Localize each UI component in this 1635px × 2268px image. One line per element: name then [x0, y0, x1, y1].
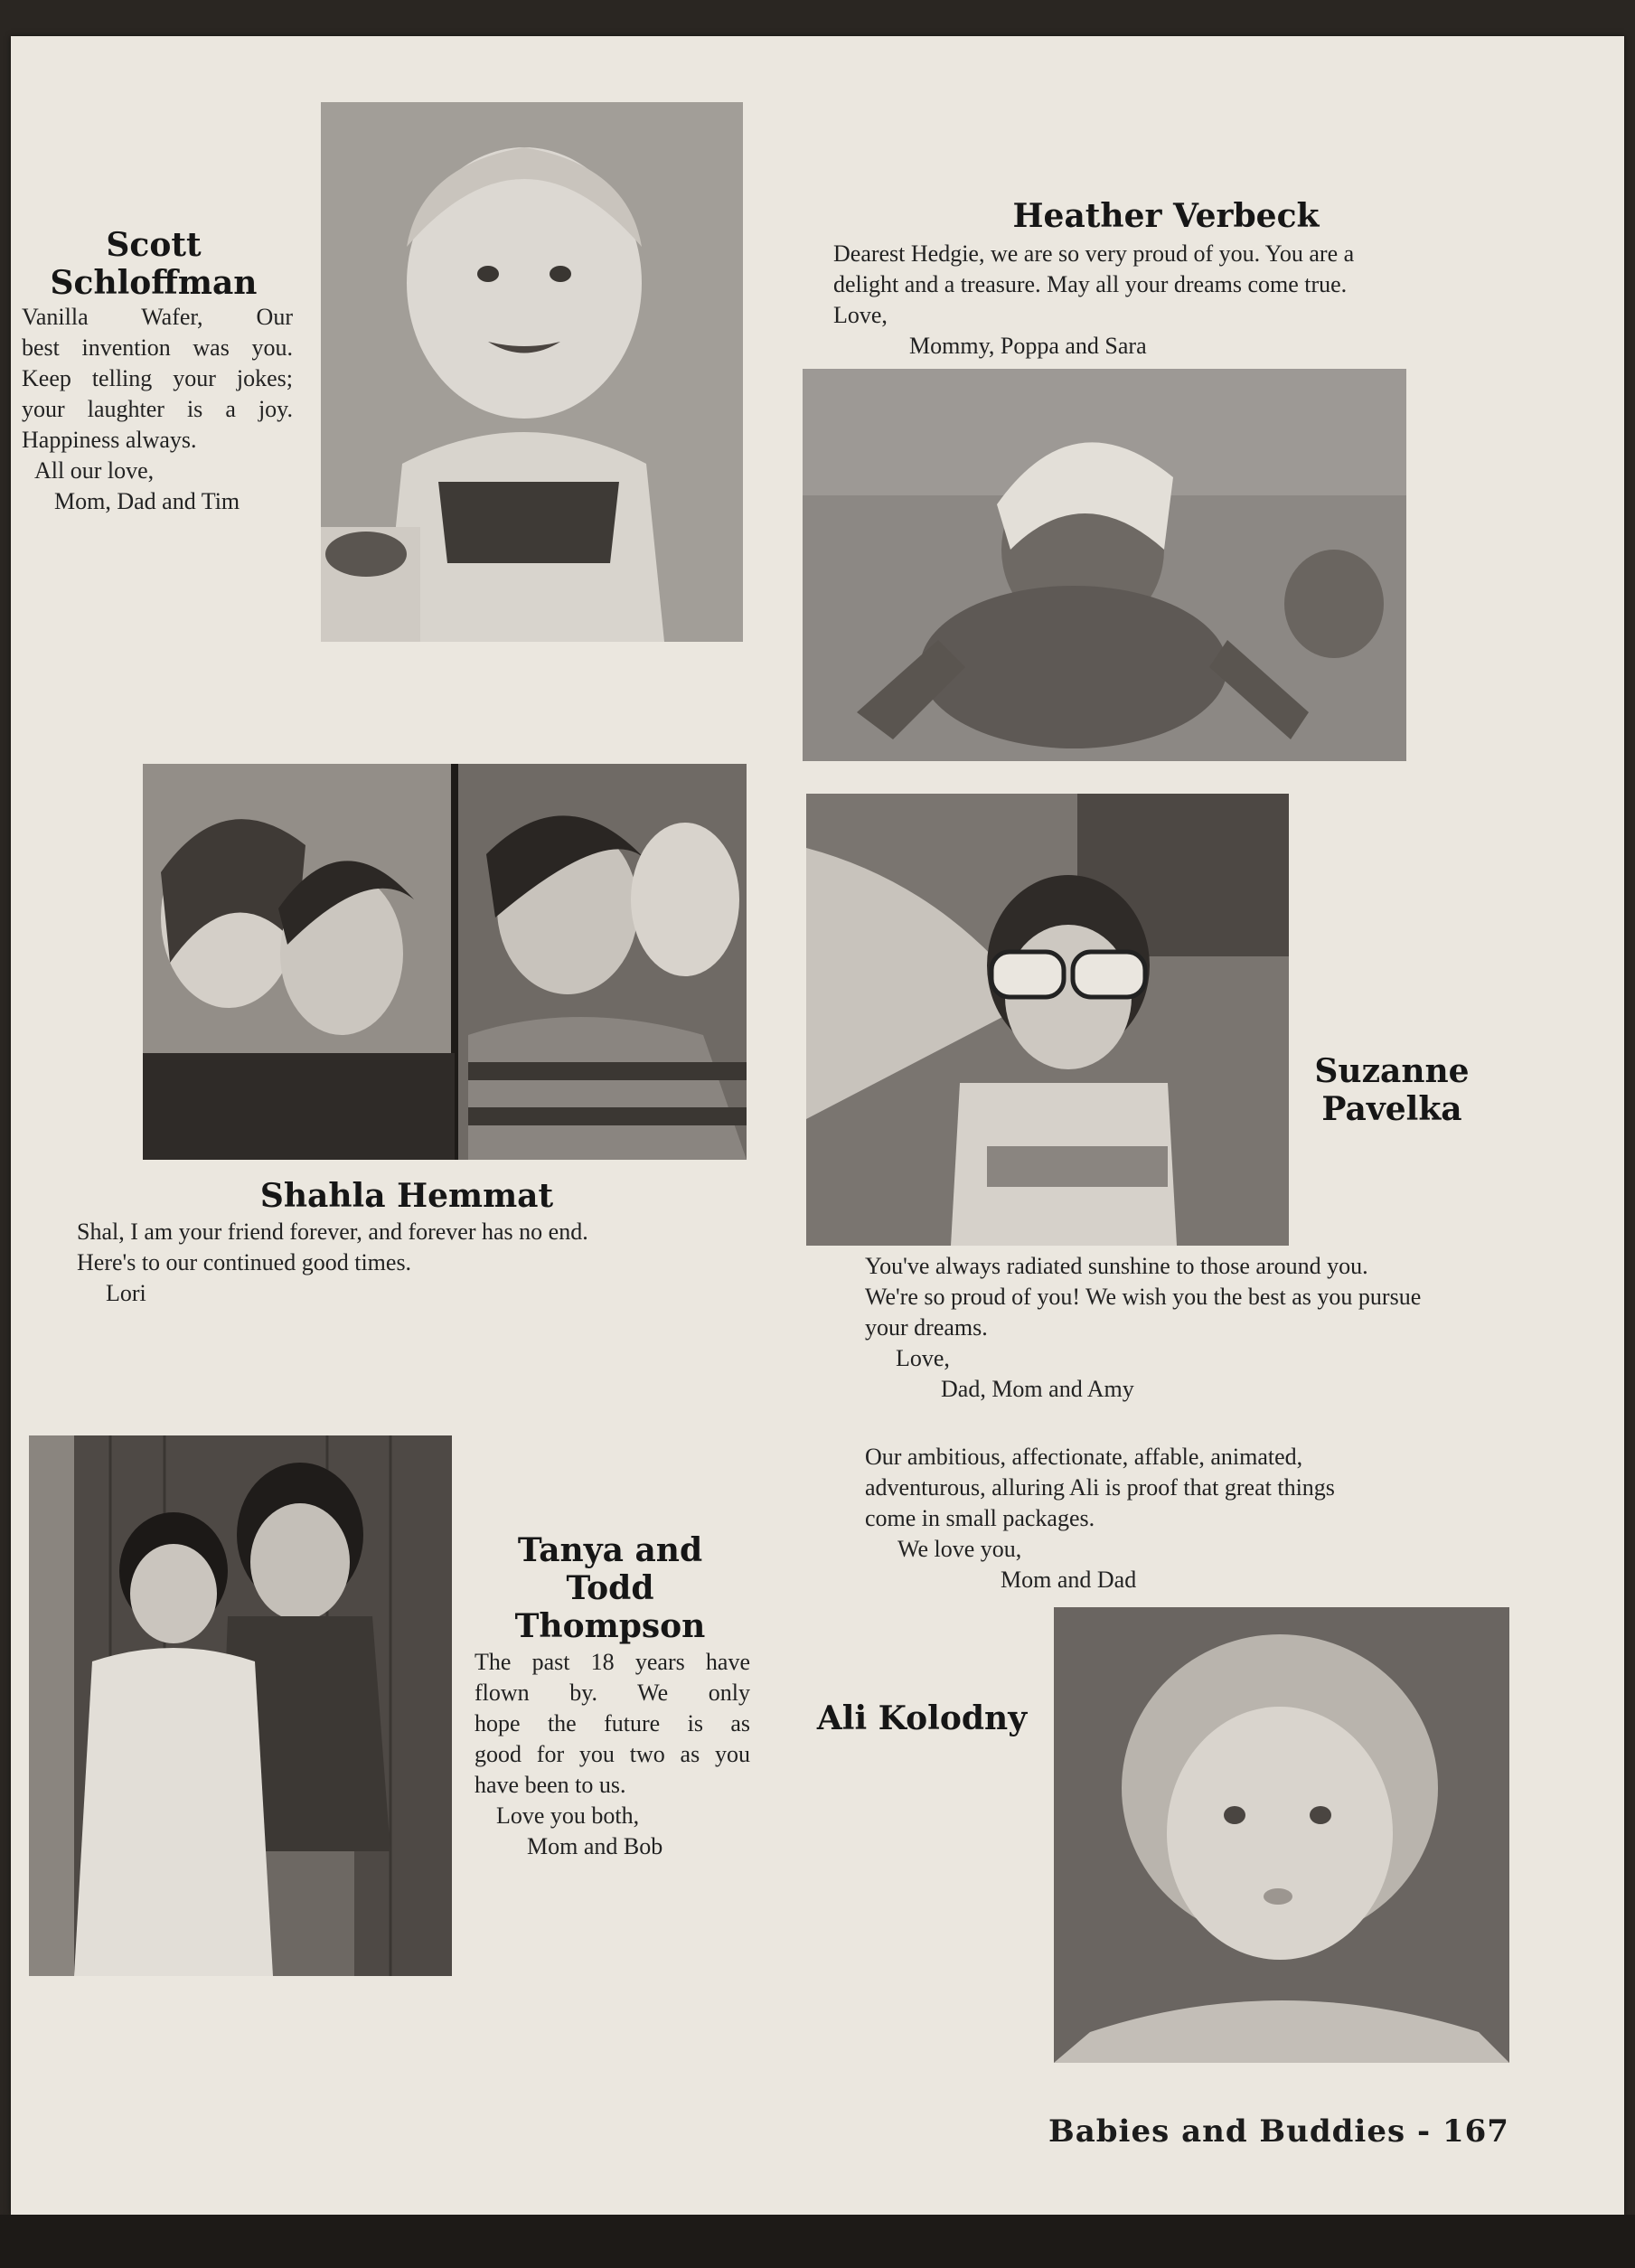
name-line: Ali Kolodny	[816, 1699, 1028, 1737]
photo-ali	[1054, 1607, 1509, 2063]
closing-line: All our love,	[34, 457, 155, 484]
message-line: Keep telling your jokes;	[22, 365, 293, 391]
entry-message-heather	[833, 239, 1354, 362]
entry-name-shahla	[181, 1177, 633, 1215]
message-line: Love,	[833, 302, 888, 328]
photo-heather	[803, 369, 1406, 761]
message-line: Dearest Hedgie, we are so very proud of you. You are a	[833, 240, 1355, 267]
message-line: The past 18 years have	[475, 1649, 750, 1675]
entry-name-tanya-todd	[475, 1531, 746, 1645]
message-line: your dreams.	[865, 1314, 988, 1341]
name-line: Heather Verbeck	[1012, 197, 1320, 235]
signature-line: Mom, Dad and Tim	[54, 488, 240, 514]
name-line: Scott	[106, 226, 202, 264]
baby-photo-image	[321, 102, 743, 642]
message-line: your laughter is a joy.	[22, 396, 293, 422]
name-line: Todd	[566, 1569, 654, 1607]
signature-line: Lori	[106, 1280, 146, 1306]
photo-booth-image	[143, 764, 747, 1160]
entry-name-ali	[809, 1699, 1035, 1737]
entry-closing-tanya-todd	[496, 1801, 662, 1862]
signature-line: Mommy, Poppa and Sara	[909, 333, 1147, 359]
entry-message-suzanne	[865, 1251, 1421, 1405]
section-title: Babies and Buddies	[1048, 2113, 1406, 2150]
message-line: Happiness always.	[22, 427, 197, 453]
pool-photo-image	[803, 369, 1406, 761]
photo-shahla	[143, 764, 747, 1160]
message-line: Vanilla Wafer, Our	[22, 304, 293, 330]
entry-message-shahla	[77, 1217, 588, 1309]
footer-separator: -	[1416, 2113, 1432, 2150]
photo-scott	[321, 102, 743, 642]
entry-name-suzanne	[1301, 1052, 1482, 1128]
entry-closing-scott	[34, 456, 240, 517]
signature-line: Mom and Bob	[527, 1833, 663, 1859]
signature-line: Mom and Dad	[1001, 1567, 1137, 1593]
message-line: Here's to our continued good times.	[77, 1249, 412, 1275]
sunglasses-photo-image	[806, 794, 1289, 1246]
name-line: Suzanne	[1314, 1052, 1470, 1090]
entry-message-tanya-todd	[475, 1647, 750, 1801]
photo-suzanne	[806, 794, 1289, 1246]
toddler-portrait-image	[1054, 1607, 1509, 2063]
name-line: Thompson	[514, 1607, 706, 1645]
photo-tanya-todd	[29, 1435, 452, 1976]
message-line: delight and a treasure. May all your dreams come true.	[833, 271, 1348, 297]
name-line: Tanya and	[517, 1531, 703, 1569]
closing-line: Love you both,	[496, 1802, 640, 1829]
name-line: Shahla Hemmat	[259, 1177, 554, 1215]
message-line: come in small packages.	[865, 1505, 1095, 1531]
closing-line: Love,	[896, 1345, 950, 1371]
name-line: Schloffman	[50, 264, 258, 302]
page-footer	[1048, 2113, 1509, 2150]
closing-line: We love you,	[897, 1536, 1022, 1562]
entry-message-ali	[865, 1442, 1335, 1595]
message-line: You've always radiated sunshine to those around you.	[865, 1253, 1368, 1279]
signature-line: Dad, Mom and Amy	[941, 1376, 1134, 1402]
message-line: flown by. We only	[475, 1680, 750, 1706]
page-edge	[0, 2215, 1635, 2268]
message-line: best invention was you.	[22, 334, 293, 361]
message-line: We're so proud of you! We wish you the best as you pursue	[865, 1284, 1422, 1310]
message-line: Our ambitious, affectionate, affable, animated,	[865, 1444, 1303, 1470]
message-line: hope the future is as	[475, 1710, 750, 1736]
name-line: Pavelka	[1321, 1090, 1462, 1128]
message-line: have been to us.	[475, 1772, 626, 1798]
page-number: 167	[1442, 2113, 1509, 2150]
siblings-photo-image	[29, 1435, 452, 1976]
message-line: adventurous, alluring Ali is proof that great things	[865, 1474, 1335, 1501]
message-line: Shal, I am your friend forever, and forever has no end.	[77, 1219, 588, 1245]
entry-message-scott	[22, 302, 293, 456]
entry-name-scott	[18, 226, 289, 302]
message-line: good for you two as you	[475, 1741, 750, 1767]
entry-name-heather	[904, 197, 1428, 235]
